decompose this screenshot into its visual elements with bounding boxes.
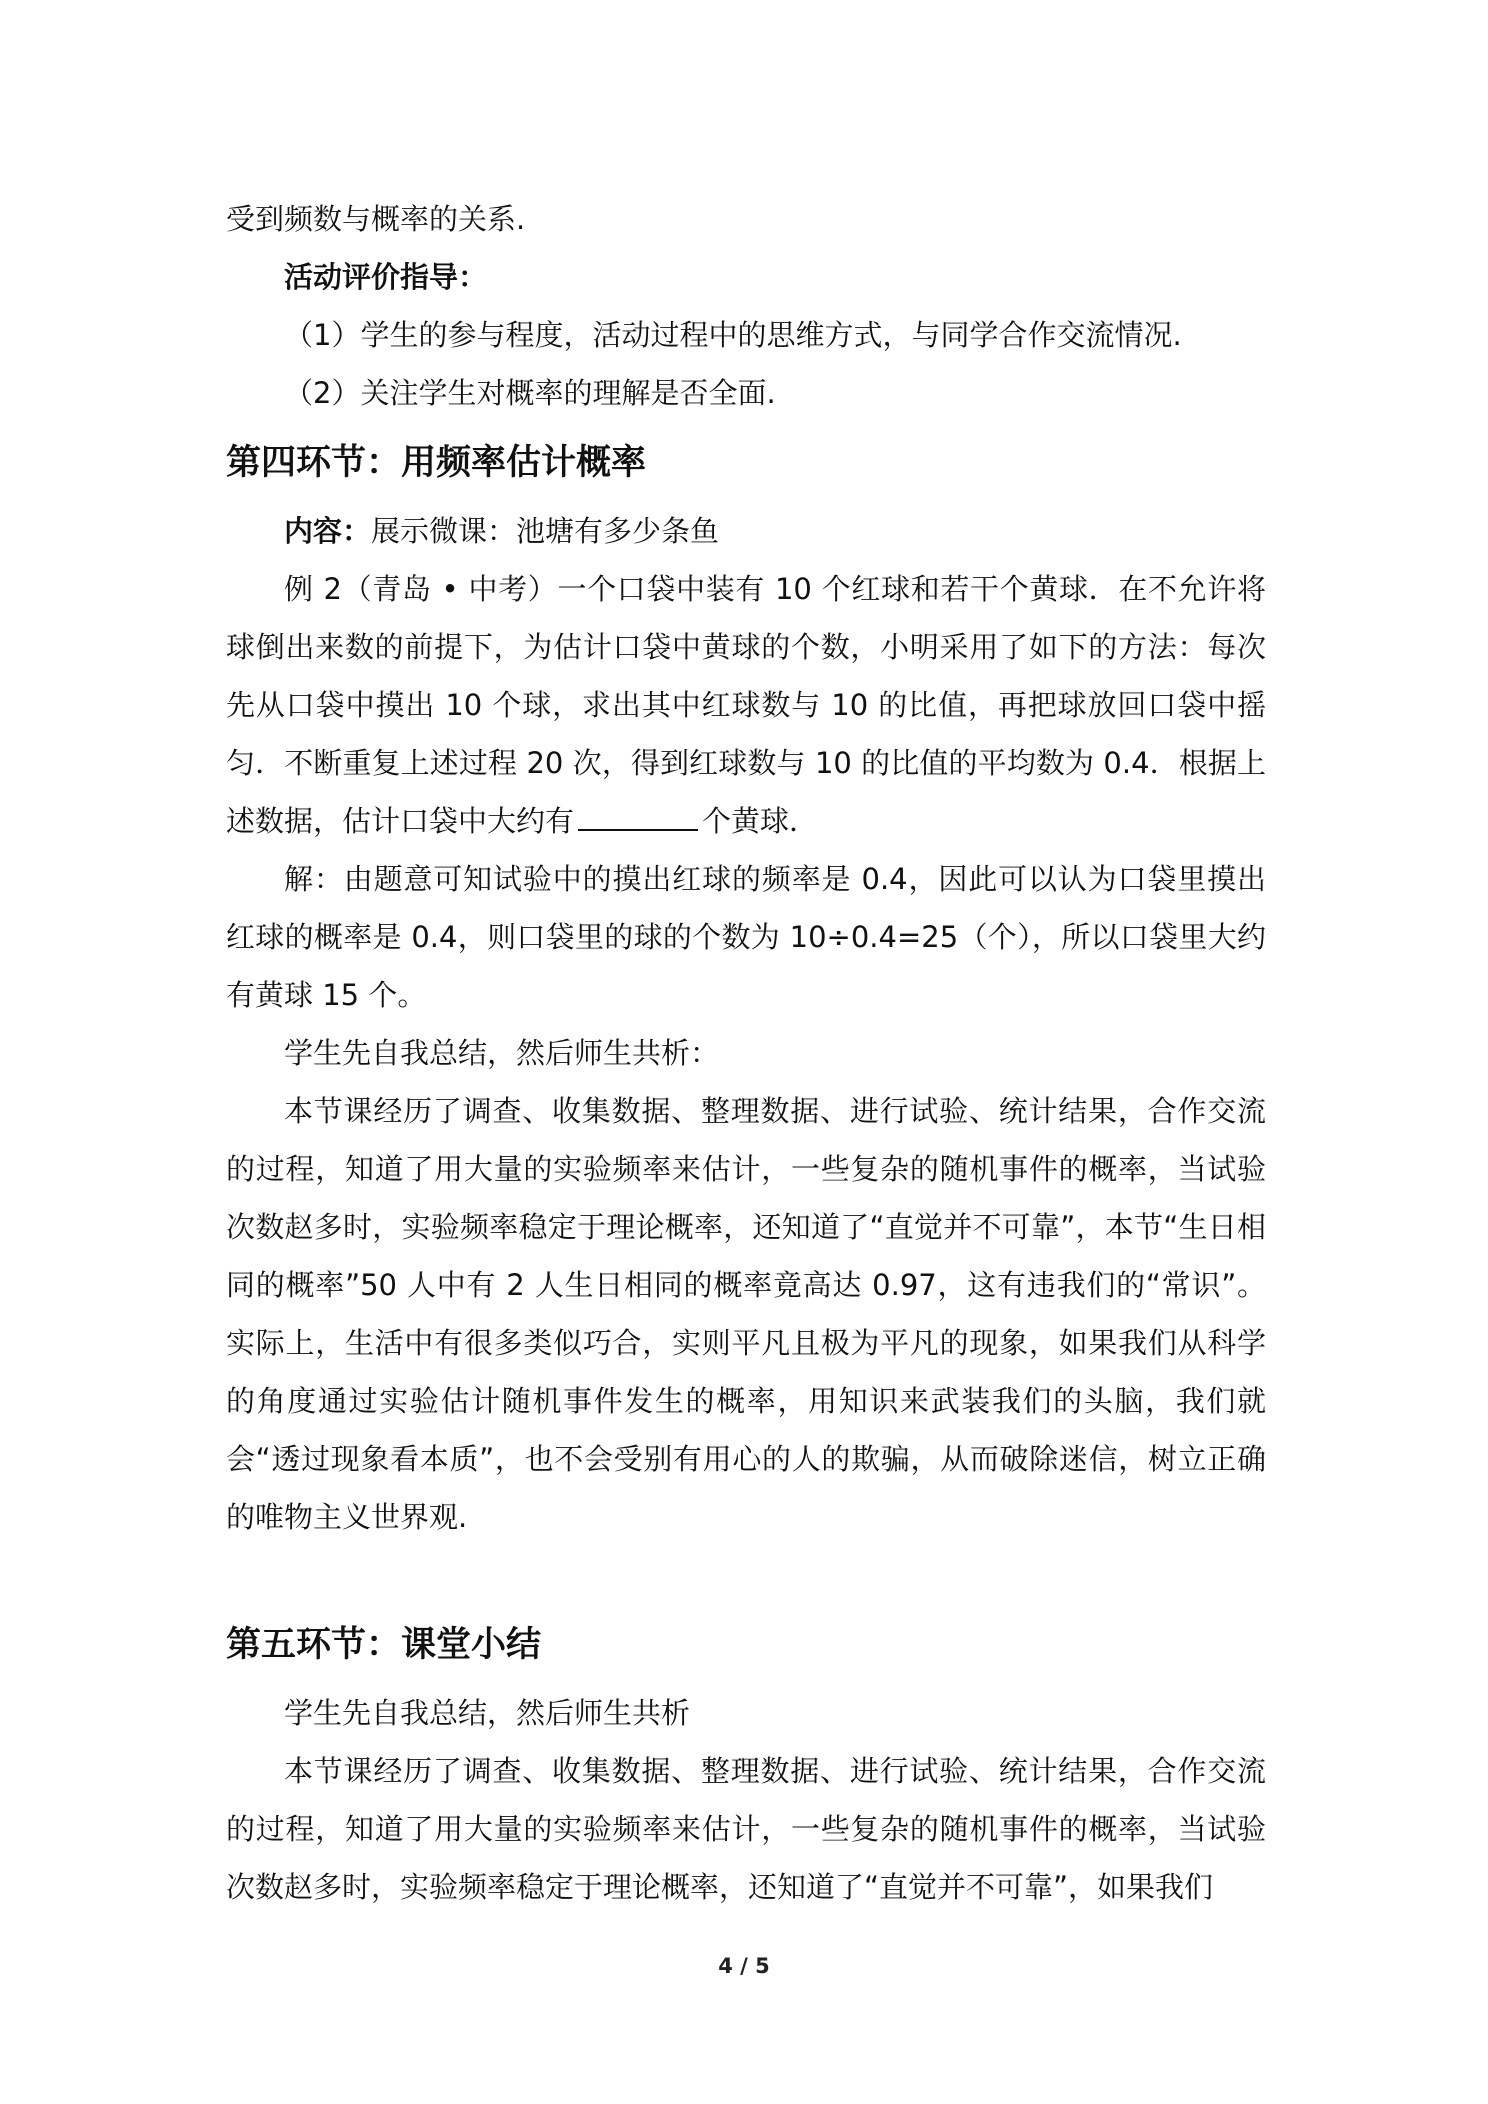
answer-blank bbox=[578, 797, 698, 831]
section-heading-4: 第四环节：用频率估计概率 bbox=[226, 443, 647, 483]
page-content bbox=[226, 190, 1266, 1916]
spacer bbox=[226, 1546, 1266, 1604]
page-number: 4 / 5 bbox=[718, 1954, 770, 1978]
content-label: 内容： bbox=[284, 514, 372, 548]
solution-paragraph: 解：由题意可知试验中的摸出红球的频率是 0.4，因此可以认为口袋里摸出红球的概率是 0.4，则口袋里的球的个数为 10÷0.4=25（个），所以口袋里大约有黄球 15 个。 bbox=[226, 862, 1266, 1012]
summary2-intro: 学生先自我总结，然后师生共析 bbox=[284, 1696, 691, 1730]
content-line bbox=[226, 502, 1266, 560]
evaluation-label: 活动评价指导： bbox=[284, 260, 488, 294]
example-paragraph bbox=[226, 560, 1266, 850]
evaluation-item-2: （2）关注学生对概率的理解是否全面. bbox=[284, 376, 776, 410]
summary-intro: 学生先自我总结，然后师生共析： bbox=[284, 1036, 720, 1070]
content-text: 展示微课：池塘有多少条鱼 bbox=[371, 514, 720, 548]
example-text-end: 个黄球． bbox=[702, 804, 819, 838]
summary2-body: 本节课经历了调查、收集数据、整理数据、进行试验、统计结果，合作交流的过程，知道了用大量的实验频率来估计，一些复杂的随机事件的概率，当试验次数赵多时，实验频率稳定于理论概率，还知道了“直觉并不可靠”，如果我们 bbox=[226, 1754, 1266, 1904]
evaluation-item-1: （1）学生的参与程度，活动过程中的思维方式，与同学合作交流情况. bbox=[284, 318, 1182, 352]
section-heading-5: 第五环节：课堂小结 bbox=[226, 1625, 542, 1665]
summary-body: 本节课经历了调查、收集数据、整理数据、进行试验、统计结果，合作交流的过程，知道了用大量的实验频率来估计，一些复杂的随机事件的概率，当试验次数赵多时，实验频率稳定于理论概率，还知道了“直觉并不可靠”，本节“生日相同的概率”50 人中有 2 人生日相同的概率竟高达 0.97，这有违我们的“常识”。实际上，生活中有很多类似巧合，实则平凡且极为平凡的现象，如果我们从科学的角度通过实验估计随机事件发生的概率，用知识来武装我们的头脑，我们就会“透过现象看本质”，也不会受别有用心的人的欺骗，从而破除迷信，树立正确的唯物主义世界观. bbox=[226, 1094, 1266, 1534]
paragraph-continuation: 受到频数与概率的关系. bbox=[226, 202, 526, 236]
example-text: 例 2（青岛 • 中考）一个口袋中装有 10 个红球和若干个黄球．在不允许将球倒出来数的前提下，为估计口袋中黄球的个数，小明采用了如下的方法：每次先从口袋中摸出 10 个球，求出其中红球数与 10 的比值，再把球放回口袋中摇匀．不断重复上述过程 20 次，得到红球数与 10 的比值的平均数为 0.4．根据上述数据，估计口袋中大约有 bbox=[226, 572, 1266, 838]
